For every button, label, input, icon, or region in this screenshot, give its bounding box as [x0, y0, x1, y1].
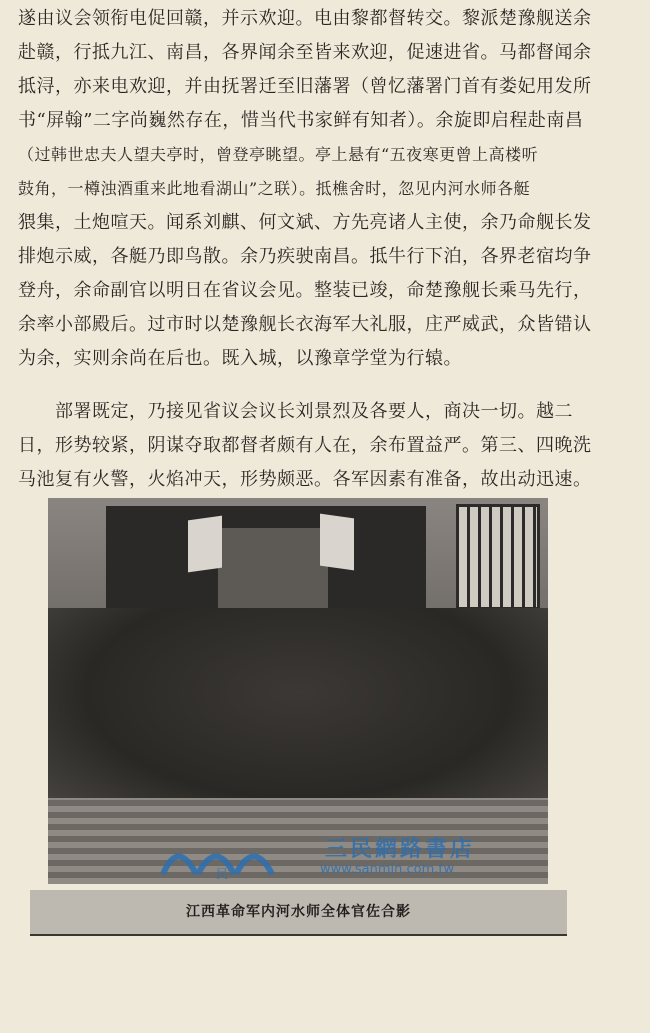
text-line: 登舟，余命副官以明日在省议会见。整装已竣，命楚豫舰长乘马先行， [18, 280, 592, 301]
body-paragraph-2 [18, 395, 592, 497]
watermark-url: www.sanmin.com.tw [320, 862, 455, 877]
text-line: （过韩世忠夫人望夫亭时，曾登亭眺望。亭上悬有“五夜寒更曾上高楼听 [18, 145, 539, 164]
sanmin-logo-icon [158, 834, 288, 880]
watermark-title: 三民網路書店 [325, 836, 476, 862]
body-paragraph-1 [18, 2, 592, 376]
text-line: 猥集，土炮喧天。闻系刘麒、何文斌、方先亮诸人主使，余乃命舰长发 [18, 212, 592, 233]
crowd-of-officers [48, 608, 548, 818]
text-line: 书“屏翰”二字尚巍然存在，惜当代书家鲜有知者）。余旋即启程赴南昌 [18, 110, 584, 131]
photo-caption-bar [30, 890, 567, 936]
flag-left [188, 516, 222, 573]
text-line: 马池复有火警，火焰冲天，形势颇恶。各军因素有准备，故出动迅速。 [18, 469, 592, 490]
text-line: 为余，实则余尚在后也。既入城，以豫章学堂为行辕。 [18, 348, 462, 369]
flag-right [320, 514, 354, 571]
text-line: 余率小部殿后。过市时以楚豫舰长衣海军大礼服，庄严威武，众皆错认 [18, 314, 592, 335]
group-photo [48, 498, 548, 884]
text-line: 日，形势较紧，阴谋夺取都督者颇有人在，余布置益严。第三、四晚洗 [18, 435, 592, 456]
svg-text:民: 民 [216, 867, 229, 880]
photo-caption: 江西革命军内河水师全体官佐合影 [186, 904, 411, 920]
watermark [150, 832, 520, 884]
text-line: 赴赣，行抵九江、南昌，各界闻余至皆来欢迎，促速进省。马都督闻余 [18, 42, 592, 63]
text-line: 抵浔，亦来电欢迎，并由抚署迁至旧藩署（曾忆藩署门首有娄妃用发所 [18, 76, 592, 97]
building-door [218, 528, 328, 613]
text-line: 鼓角，一樽浊酒重来此地看湖山”之联）。抵樵舍时，忽见内河水师各艇 [18, 179, 531, 198]
text-line: 遂由议会领衔电促回赣，并示欢迎。电由黎都督转交。黎派楚豫舰送余 [18, 8, 592, 29]
text-line: 排炮示威，各艇乃即鸟散。余乃疾驶南昌。抵牛行下泊，各界老宿均争 [18, 246, 592, 267]
text-line: 部署既定，乃接见省议会议长刘景烈及各要人，商决一切。越二 [18, 401, 573, 422]
lattice-window [456, 504, 540, 610]
